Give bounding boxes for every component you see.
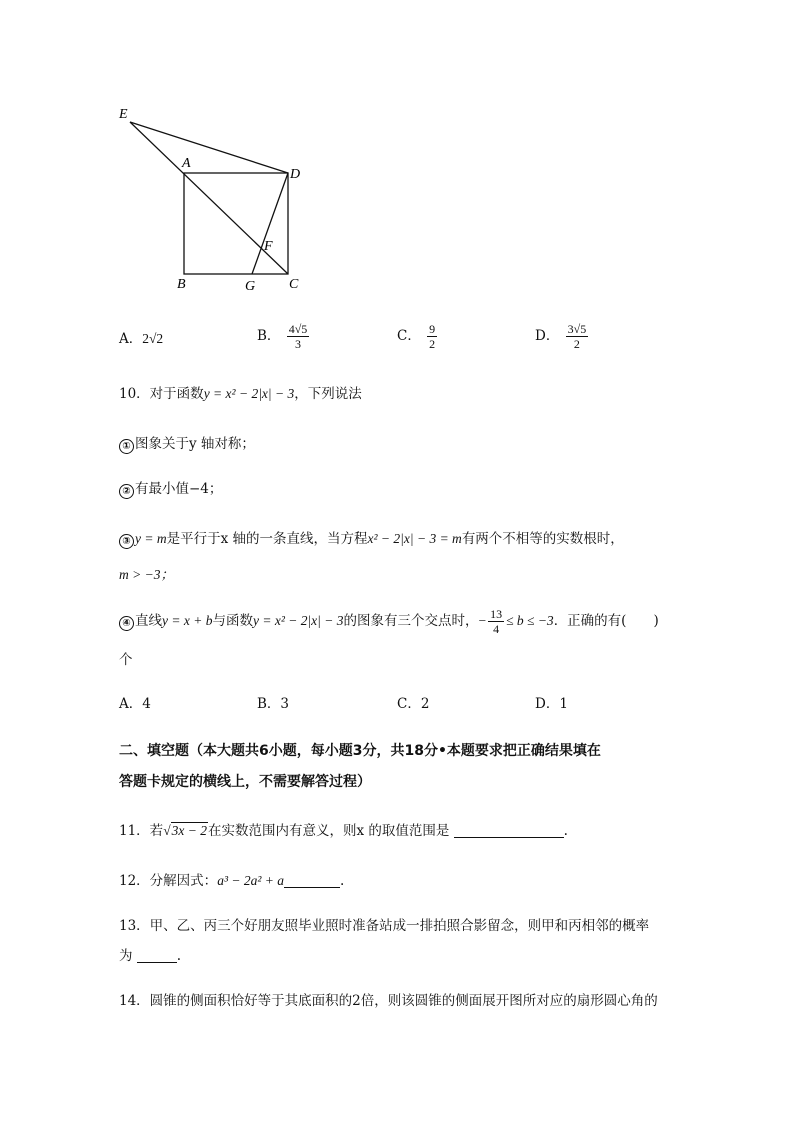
q10-statement-4-unit: 个	[119, 652, 133, 668]
q11-answer-blank[interactable]	[454, 837, 564, 838]
q13-answer-blank[interactable]	[137, 962, 177, 963]
geometry-figure	[110, 100, 310, 300]
q10-option-c[interactable]: C．2	[397, 696, 430, 712]
q11: 11．若√3x − 2在实数范围内有意义，则x 的取值范围是 .	[119, 823, 568, 839]
label-A: A	[182, 156, 191, 171]
q12-answer-blank[interactable]	[284, 887, 340, 888]
q10-statement-2: ② 有最小值−4；	[119, 480, 222, 499]
label-G: G	[245, 279, 256, 294]
q10-stem: 10．对于函数y = x² − 2|x| − 3，下列说法	[119, 386, 362, 402]
q12: 12．分解因式：a³ − 2a² + a .	[119, 873, 345, 889]
section-heading-line2: 答题卡规定的横线上，不需要解答过程）	[119, 774, 371, 790]
label-E: E	[119, 107, 128, 122]
q10-option-a[interactable]: A．4	[119, 696, 151, 712]
label-F: F	[264, 239, 273, 254]
q9-option-b[interactable]: B． $\frac{4√5}{3}$	[257, 322, 308, 351]
q9-option-c[interactable]: C． $\frac{9}{2}$	[397, 322, 436, 351]
section-heading-line1: 二、填空题（本大题共6小题，每小题3分，共18分•本题要求把正确结果填在	[119, 743, 601, 759]
label-B: B	[177, 277, 186, 292]
label-C: C	[289, 277, 299, 292]
q10-statement-4: ④ 直线y = x + b与函数y = x² − 2|x| − 3的图象有三个交点时，− $\frac{13}{4}$ ≤ b ≤ −3．正确的有( )	[119, 607, 659, 636]
q14-line1: 14．圆锥的侧面积恰好等于其底面积的2倍，则该圆锥的侧面展开图所对应的扇形圆心角的	[119, 993, 658, 1009]
q10-option-d[interactable]: D．1	[535, 696, 568, 712]
q9-option-a[interactable]: A．2√2	[119, 331, 164, 347]
segment-ED	[130, 122, 288, 173]
q10-option-b[interactable]: B．3	[257, 696, 290, 712]
q10-statement-3: ③ y = m是平行于x 轴的一条直线，当方程x² − 2|x| − 3 = m有两个不相等的实数根时，	[119, 530, 624, 549]
q10-statement-3-cont: m > −3；	[119, 567, 174, 582]
q9-option-d[interactable]: D． $\frac{3√5}{2}$	[535, 322, 587, 351]
q13-line1: 13．甲、乙、丙三个好朋友照毕业照时准备站成一排拍照合影留念，则甲和丙相邻的概率	[119, 918, 650, 934]
q10-statement-1: ① 图象关于y 轴对称；	[119, 435, 255, 454]
segment-DG	[252, 173, 288, 274]
q13-line2: 为 .	[119, 948, 182, 964]
label-D: D	[290, 167, 301, 182]
